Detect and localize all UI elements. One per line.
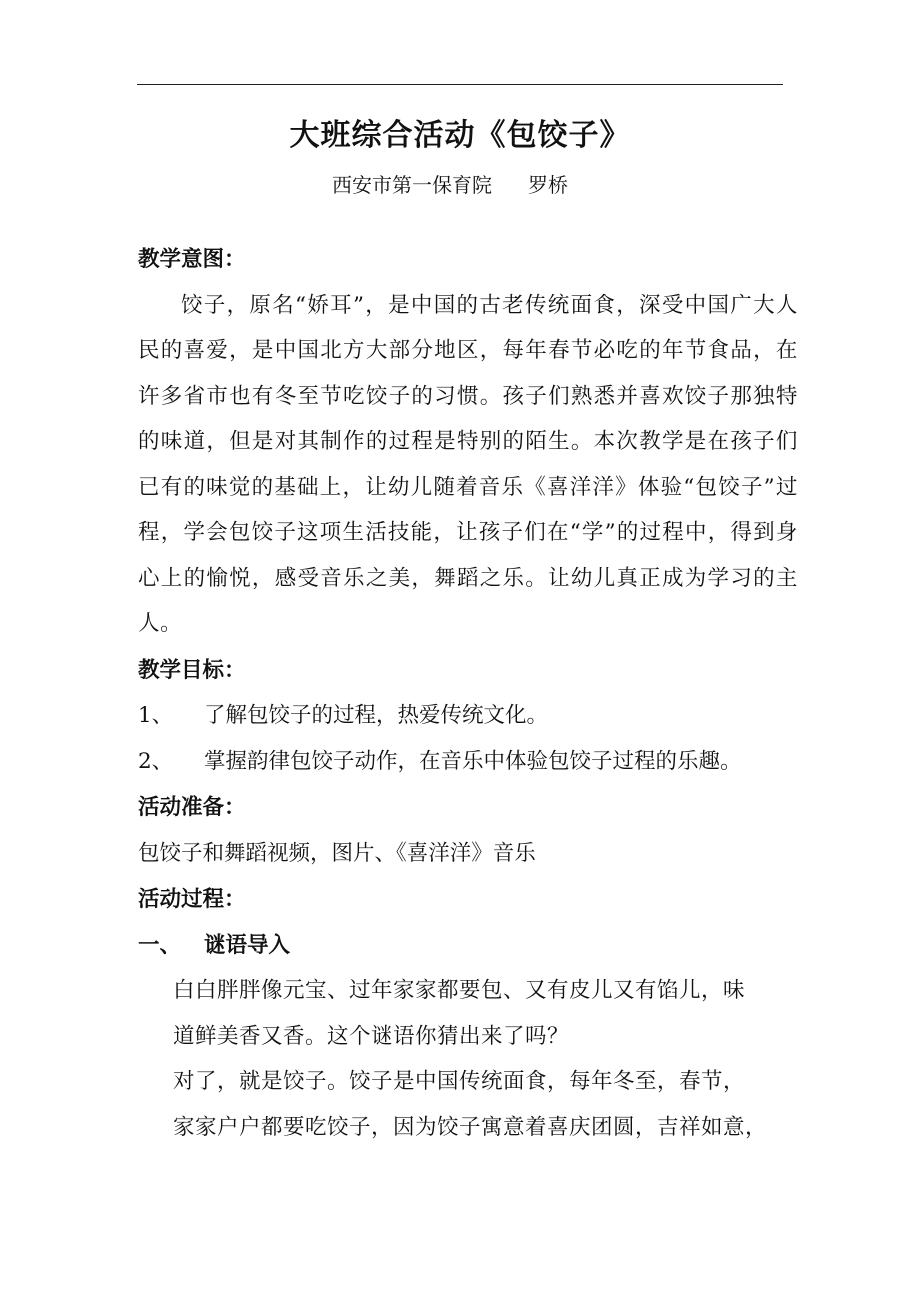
goal-number: 1、 <box>138 703 174 728</box>
section-heading-process: 活动过程： <box>138 887 246 912</box>
step-line: 道鲜美香又香。这个谜语你猜出来了吗？ <box>173 1023 570 1049</box>
intent-paragraph: 饺子，原名“娇耳”，是中国的古老传统面食，深受中国广大人民的喜爱，是中国北方大部分地区，每年春节必吃的年节食品，在许多省市也有冬至节吃饺子的习惯。孩子们熟悉并喜欢饺子那独特的味道，但是对其制作的过程是特别的陌生。本次教学是在孩子们已有的味觉的基础上，让幼儿随着音乐《喜洋洋》体验“包饺子”过程，学会包饺子这项生活技能，让孩子们在“学”的过程中，得到身心上的愉悦，感受音乐之美，舞蹈之乐。让幼儿真正成为学习的主人。 <box>138 292 798 636</box>
goal-number: 2、 <box>138 748 174 774</box>
goal-item <box>138 739 798 785</box>
header-rule <box>137 84 783 85</box>
byline <box>0 168 900 202</box>
section-heading-prep: 活动准备： <box>138 795 246 820</box>
section-heading-intent: 教学意图： <box>138 247 246 272</box>
document-body <box>138 236 798 1150</box>
step-line: 对了，就是饺子。饺子是中国传统面食，每年冬至，春节， <box>173 1069 746 1094</box>
prep-text: 包饺子和舞蹈视频，图片、《喜洋洋》音乐 <box>138 840 536 866</box>
step-line: 白白胖胖像元宝、过年家家都要包、又有皮儿又有馅儿，味 <box>173 978 746 1003</box>
step-number: 一、 <box>138 932 182 958</box>
author-organization: 西安市第一保育院 <box>332 173 492 197</box>
goal-text: 掌握韵律包饺子动作，在音乐中体验包饺子过程的乐趣。 <box>204 748 742 774</box>
section-heading-goals: 教学目标： <box>138 657 246 683</box>
step-heading <box>138 923 798 969</box>
goal-item <box>138 693 798 739</box>
author-name: 罗桥 <box>528 173 568 197</box>
goal-text: 了解包饺子的过程，热爱传统文化。 <box>204 703 549 728</box>
step-line: 家家户户都要吃饺子，因为饺子寓意着喜庆团圆，吉祥如意， <box>173 1114 768 1140</box>
step-title: 谜语导入 <box>204 932 291 958</box>
document-title: 大班综合活动《包饺子》 <box>289 118 631 153</box>
